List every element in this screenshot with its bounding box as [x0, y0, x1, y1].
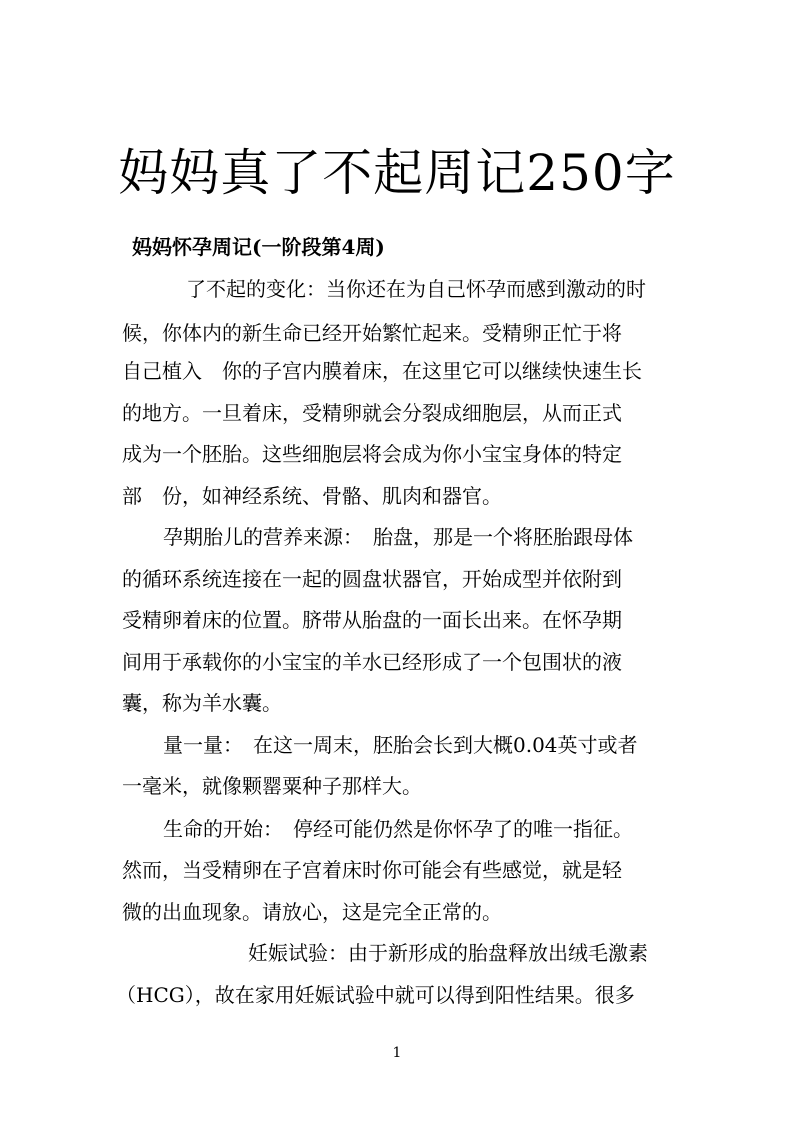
- paragraph-line: 候，你体内的新生命已经开始繁忙起来。受精卵正忙于将: [122, 321, 622, 345]
- paragraph-line: 的循环系统连接在一起的圆盘状器官，开始成型并依附到: [122, 567, 622, 591]
- paragraph-line: 了不起的变化：当你还在为自己怀孕而感到激动的时: [186, 277, 646, 301]
- document-subtitle: 妈妈怀孕周记(一阶段第4周): [132, 235, 385, 259]
- paragraph-line: 一毫米，就像颗罂粟种子那样大。: [122, 774, 422, 798]
- paragraph-line: （HCG），故在家用妊娠试验中就可以得到阳性结果。很多: [116, 983, 635, 1007]
- paragraph-line: 囊，称为羊水囊。: [122, 691, 282, 715]
- paragraph-line: 然而，当受精卵在子宫着床时你可能会有些感觉，就是轻: [122, 858, 622, 882]
- document-title: 妈妈真了不起周记250字: [118, 144, 676, 202]
- page-number: 1: [392, 1045, 402, 1061]
- paragraph-line: 孕期胎儿的营养来源： 胎盘，那是一个将胚胎跟母体: [163, 525, 633, 549]
- paragraph-line: 妊娠试验：由于新形成的胎盘释放出绒毛激素: [248, 941, 648, 965]
- paragraph-line: 量一量： 在这一周末，胚胎会长到大概0.04英寸或者: [163, 733, 638, 757]
- paragraph-line: 的地方。一旦着床，受精卵就会分裂成细胞层，从而正式: [122, 401, 622, 425]
- paragraph-line: 受精卵着床的位置。脐带从胎盘的一面长出来。在怀孕期: [122, 608, 622, 632]
- paragraph-line: 部 份，如神经系统、骨骼、肌肉和器官。: [122, 484, 502, 508]
- paragraph-line: 微的出血现象。请放心，这是完全正常的。: [122, 900, 502, 924]
- paragraph-line: 生命的开始： 停经可能仍然是你怀孕了的唯一指征。: [163, 817, 633, 841]
- paragraph-line: 自己植入 你的子宫内膜着床，在这里它可以继续快速生长: [122, 359, 642, 383]
- paragraph-line: 间用于承载你的小宝宝的羊水已经形成了一个包围状的液: [122, 650, 622, 674]
- paragraph-line: 成为一个胚胎。这些细胞层将会成为你小宝宝身体的特定: [122, 442, 622, 466]
